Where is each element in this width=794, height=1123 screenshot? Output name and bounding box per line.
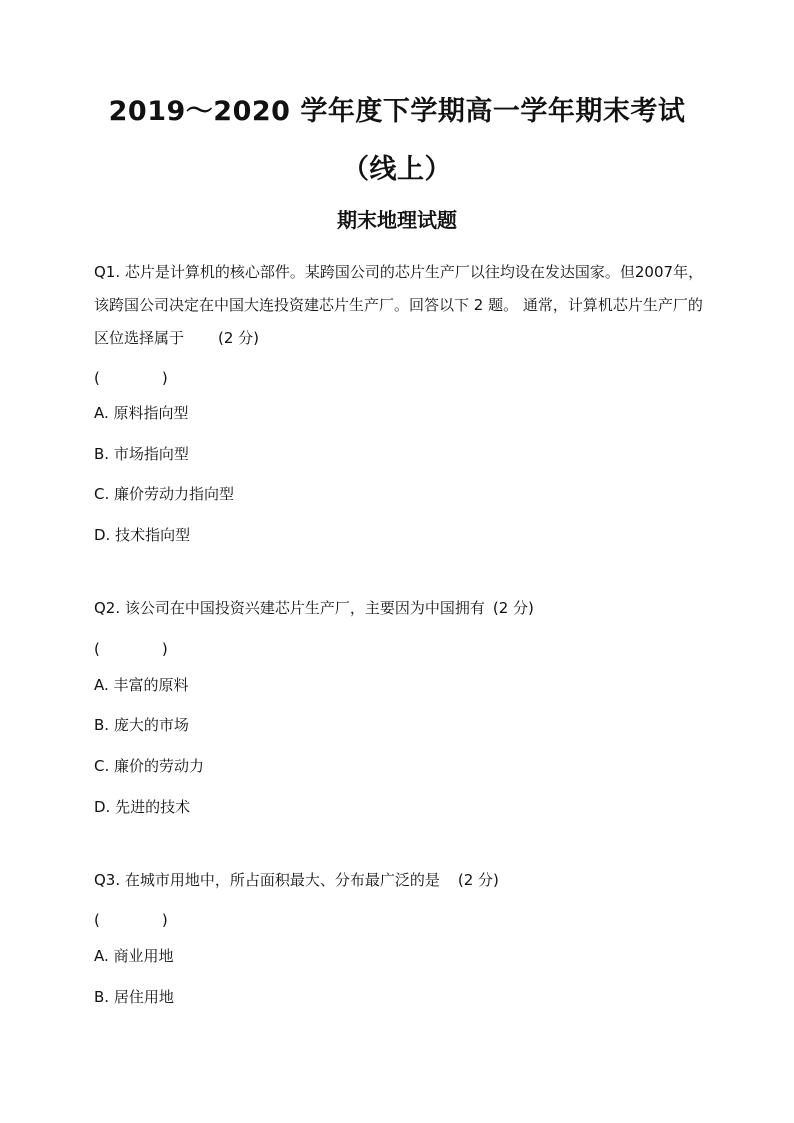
question-1-option-b[interactable]: B. 市场指向型	[94, 445, 189, 463]
question-3-option-a[interactable]: A. 商业用地	[94, 947, 174, 965]
question-1-option-c[interactable]: C. 廉价劳动力指向型	[94, 485, 235, 503]
question-1-option-d[interactable]: D. 技术指向型	[94, 526, 191, 544]
question-1-option-a[interactable]: A. 原料指向型	[94, 404, 189, 422]
question-2-answer-blank	[94, 638, 168, 660]
question-2-option-a[interactable]: A. 丰富的原料	[94, 676, 189, 694]
close-paren: )	[161, 911, 168, 929]
open-paren: (	[94, 911, 100, 929]
close-paren: )	[161, 640, 168, 658]
question-2-option-d[interactable]: D. 先进的技术	[94, 798, 191, 816]
question-2-option-b[interactable]: B. 庞大的市场	[94, 716, 189, 734]
question-1-stem	[94, 256, 704, 355]
question-3-answer-blank	[94, 909, 168, 931]
page-subtitle: 期末地理试题	[337, 208, 457, 232]
question-2-stem	[94, 597, 534, 619]
question-2-score: (2 分)	[492, 599, 534, 617]
question-2-option-c[interactable]: C. 廉价的劳动力	[94, 757, 205, 775]
question-3-text: Q3. 在城市用地中，所占面积最大、分布最广泛的是	[94, 871, 440, 889]
question-1-score: (2 分)	[218, 329, 260, 347]
question-2-text: Q2. 该公司在中国投资兴建芯片生产厂，主要因为中国拥有	[94, 599, 485, 617]
question-3-stem	[94, 869, 499, 891]
open-paren: (	[94, 369, 100, 387]
close-paren: )	[161, 369, 168, 387]
question-1-answer-blank	[94, 367, 168, 389]
open-paren: (	[94, 640, 100, 658]
question-3-score: (2 分)	[457, 871, 499, 889]
question-3-option-b[interactable]: B. 居住用地	[94, 988, 174, 1006]
page-title: 2019～2020 学年度下学期高一学年期末考试（线上）	[108, 96, 686, 185]
question-1-text: Q1. 芯片是计算机的核心部件。某跨国公司的芯片生产厂以往均设在发达国家。但2007年，该跨国公司决定在中国大连投资建芯片生产厂。回答以下 2 题。 通常，计算机芯片生产厂的区位选择属于	[94, 263, 704, 347]
